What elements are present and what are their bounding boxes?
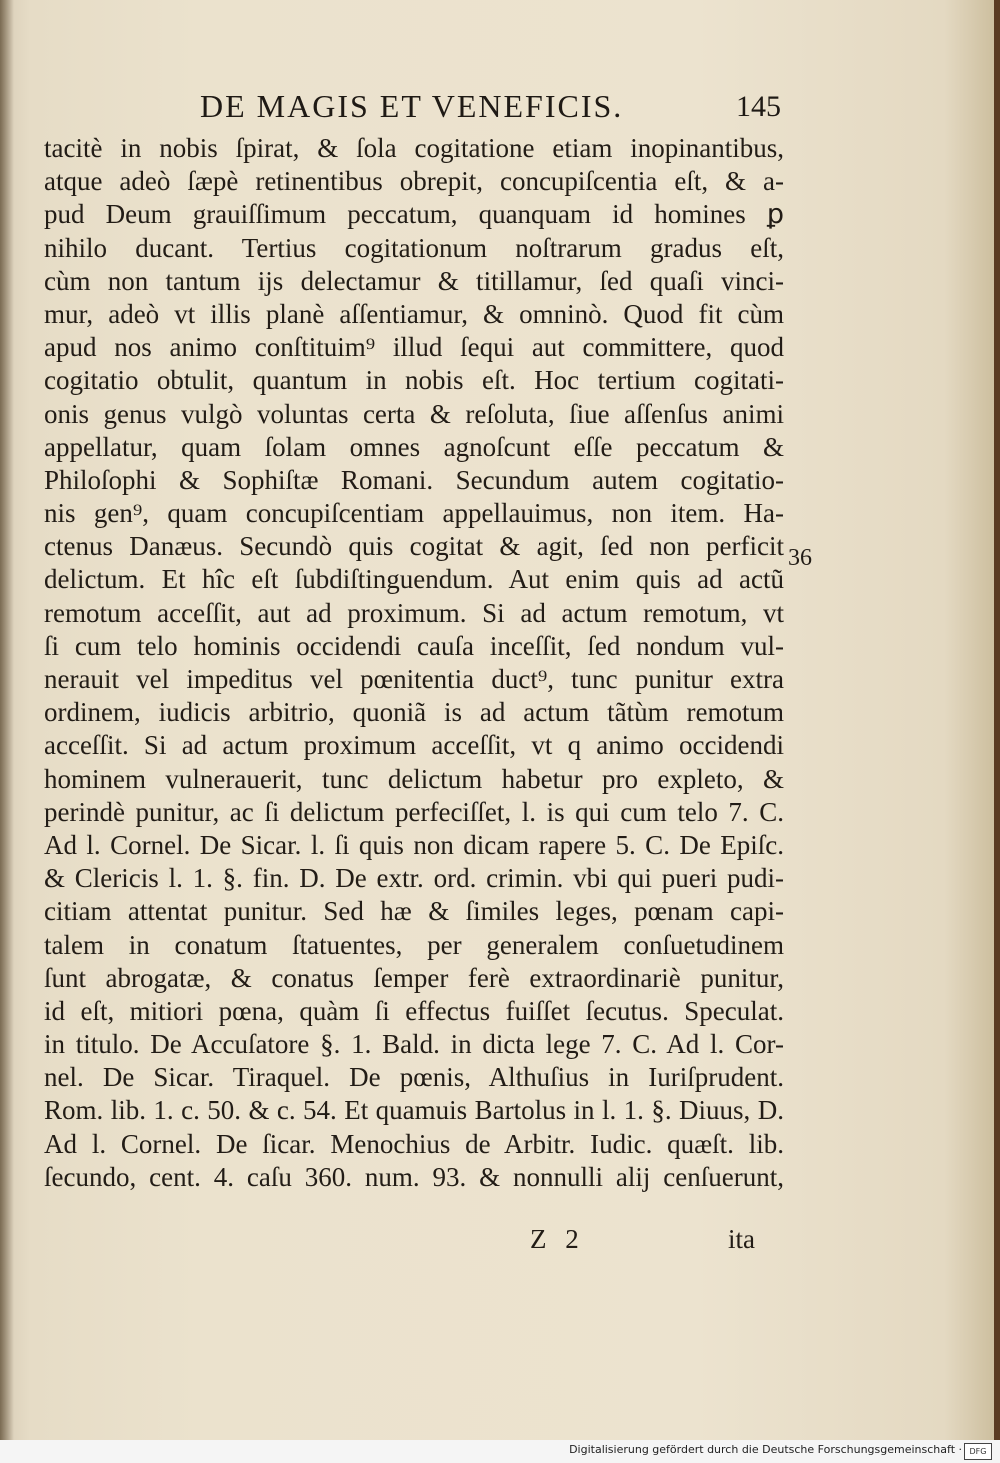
- text-line: ſi cum telo hominis occidendi cauſa inceſſit, ſed nondum vul-: [44, 630, 784, 661]
- running-title: DE MAGIS ET VENEFICIS.: [200, 88, 624, 124]
- text-line: talem in conatum ſtatuentes, per generalem conſuetudinem: [44, 929, 784, 960]
- text-line: Philoſophi & Sophiſtæ Romani. Secundum autem cogitatio-: [44, 464, 784, 495]
- text-line: acceſſit. Si ad actum proximum acceſſit, vt q animo occidendi: [44, 730, 784, 761]
- dfg-logo-icon: DFG: [964, 1443, 992, 1460]
- text-line: id eſt, mitiori pœna, quàm ſi effectus fuiſſet ſecutus. Speculat.: [44, 995, 784, 1026]
- text-line: Ad l. Cornel. De Sicar. l. ſi quis non dicam rapere 5. C. De Epiſc.: [44, 829, 784, 860]
- signature-mark: Z 2: [530, 1224, 585, 1254]
- text-line: cùm non tantum ijs delectamur & titillamur, ſed quaſi vinci-: [44, 265, 784, 296]
- text-line: onis genus vulgò voluntas certa & reſoluta, ſiue aſſenſus animi: [44, 398, 784, 429]
- text-line: apud nos animo conſtituim⁹ illud ſequi aut committere, quod: [44, 332, 784, 363]
- text-line: cogitatio obtulit, quantum in nobis eſt. Hoc tertium cogitati-: [44, 365, 784, 396]
- text-line: nerauit vel impeditus vel pœnitentia duct⁹, tunc punitur extra: [44, 664, 784, 694]
- footer-credit: Digitalisierung gefördert durch die Deutsche Forschungsgemeinschaft ·: [569, 1443, 962, 1456]
- catchword: ita: [728, 1224, 755, 1254]
- text-line: nis gen⁹, quam concupiſcentiam appellauimus, non item. Ha-: [44, 498, 784, 529]
- text-line: citiam attentat punitur. Sed hæ & ſimiles leges, pœnam capi-: [44, 896, 784, 927]
- text-line: ctenus Danæus. Secundò quis cogitat & agit, ſed non perficit: [44, 531, 784, 562]
- text-line: delictum. Et hîc eſt ſubdiſtinguendum. Aut enim quis ad actũ: [44, 564, 784, 595]
- margin-note: 36: [788, 545, 812, 571]
- text-line: appellatur, quam ſolam omnes agnoſcunt eſſe peccatum &: [44, 431, 784, 462]
- text-line: pud Deum grauiſſimum peccatum, quanquam id homines ꝑ: [44, 199, 784, 230]
- text-line: tacitè in nobis ſpirat, & ſola cogitatione etiam inopinantibus,: [44, 133, 784, 163]
- text-line: mur, adeò vt illis planè aſſentiamur, & omninò. Quod fit cùm: [44, 298, 784, 329]
- page-number: 145: [736, 90, 781, 123]
- text-line: Ad l. Cornel. De ſicar. Menochius de Arbitr. Iudic. quæſt. lib.: [44, 1128, 784, 1159]
- text-line: ſunt abrogatæ, & conatus ſemper ferè extraordinariè punitur,: [44, 962, 784, 993]
- text-line: in titulo. De Accuſatore §. 1. Bald. in dicta lege 7. C. Ad l. Cor-: [44, 1029, 784, 1060]
- text-line: remotum acceſſit, aut ad proximum. Si ad actum remotum, vt: [44, 597, 784, 628]
- text-line: atque adeò ſæpè retinentibus obrepit, concupiſcentia eſt, & a-: [44, 166, 784, 197]
- text-line: ſecundo, cent. 4. caſu 360. num. 93. & nonnulli alij cenſuerunt,: [44, 1161, 784, 1192]
- text-line: nihilo ducant. Tertius cogitationum noſtrarum gradus eſt,: [44, 232, 784, 263]
- text-line: Rom. lib. 1. c. 50. & c. 54. Et quamuis Bartolus in l. 1. §. Diuus, D.: [44, 1095, 784, 1126]
- running-head: [0, 88, 1000, 128]
- text-line: ordinem, iudicis arbitrio, quoniã is ad actum tãtùm remotum: [44, 697, 784, 728]
- text-line: perindè punitur, ac ſi delictum perfeciſſet, l. is qui cum telo 7. C.: [44, 796, 784, 827]
- text-line: nel. De Sicar. Tiraquel. De pœnis, Althuſius in Iuriſprudent.: [44, 1062, 784, 1093]
- body-text: [44, 132, 784, 1194]
- footer-bar: [0, 1440, 1000, 1463]
- text-line: hominem vulnerauerit, tunc delictum habetur pro expleto, &: [44, 763, 784, 794]
- text-line: & Clericis l. 1. §. fin. D. De extr. ord. crimin. vbi qui pueri pudi-: [44, 863, 784, 894]
